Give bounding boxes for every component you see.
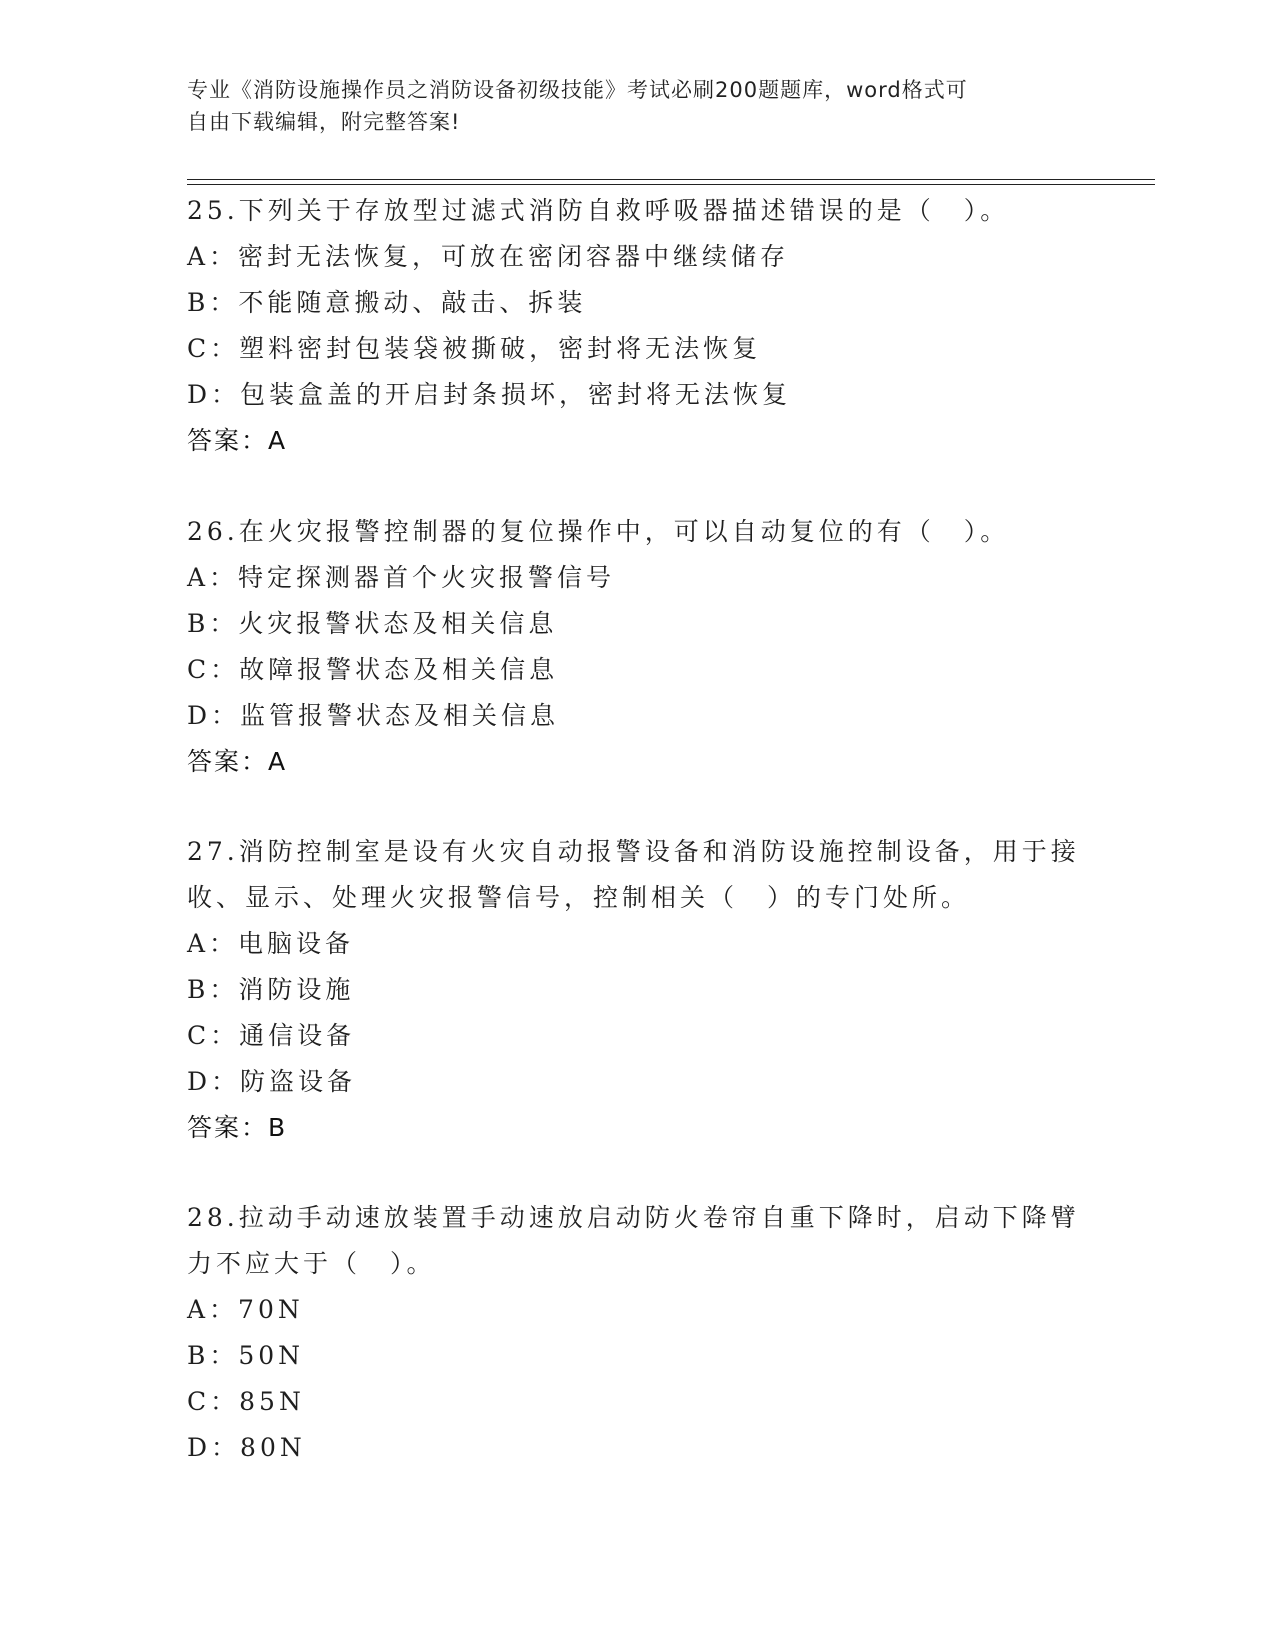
option-d: D：监管报警状态及相关信息 [187,701,560,730]
question-stem: 26.在火灾报警控制器的复位操作中，可以自动复位的有（ ）。 [187,517,1010,546]
question-stem: 28.拉动手动速放装置手动速放启动防火卷帘自重下降时，启动下降臂 [187,1203,1080,1232]
question-stem-continued: 力不应大于（ ）。 [187,1249,436,1278]
question-28 [187,1195,1087,1471]
question-27 [187,829,1087,1151]
option-b: B：50N [187,1341,305,1370]
option-a: A：70N [187,1295,304,1324]
option-c: C：通信设备 [187,1021,356,1050]
question-stem-continued: 收、显示、处理火灾报警信号，控制相关（ ）的专门处所。 [187,883,971,912]
document-header: 专业《消防设施操作员之消防设备初级技能》考试必刷200题题库，word格式可 自由下载编辑，附完整答案! [187,78,968,134]
option-a: A：电脑设备 [187,929,355,958]
header-divider-bottom [187,184,1155,185]
question-stem: 27.消防控制室是设有火灾自动报警设备和消防设施控制设备，用于接 [187,837,1080,866]
question-25 [187,188,1087,464]
answer: 答案：A [187,747,288,776]
option-b: B：不能随意搬动、敲击、拆装 [187,288,587,317]
question-stem: 25.下列关于存放型过滤式消防自救呼吸器描述错误的是（ ）。 [187,196,1010,225]
answer: 答案：A [187,426,288,455]
answer: 答案：B [187,1113,288,1142]
option-c: C：85N [187,1387,305,1416]
option-c: C：故障报警状态及相关信息 [187,655,559,684]
option-d: D：包装盒盖的开启封条损坏，密封将无法恢复 [187,380,792,409]
option-a: A：密封无法恢复，可放在密闭容器中继续储存 [187,242,790,271]
question-26 [187,509,1087,785]
option-d: D：防盗设备 [187,1067,357,1096]
option-b: B：火灾报警状态及相关信息 [187,609,558,638]
header-divider-top [187,179,1155,180]
option-b: B：消防设施 [187,975,355,1004]
option-d: D：80N [187,1433,306,1462]
option-c: C：塑料密封包装袋被撕破，密封将无法恢复 [187,334,762,363]
option-a: A：特定探测器首个火灾报警信号 [187,563,616,592]
